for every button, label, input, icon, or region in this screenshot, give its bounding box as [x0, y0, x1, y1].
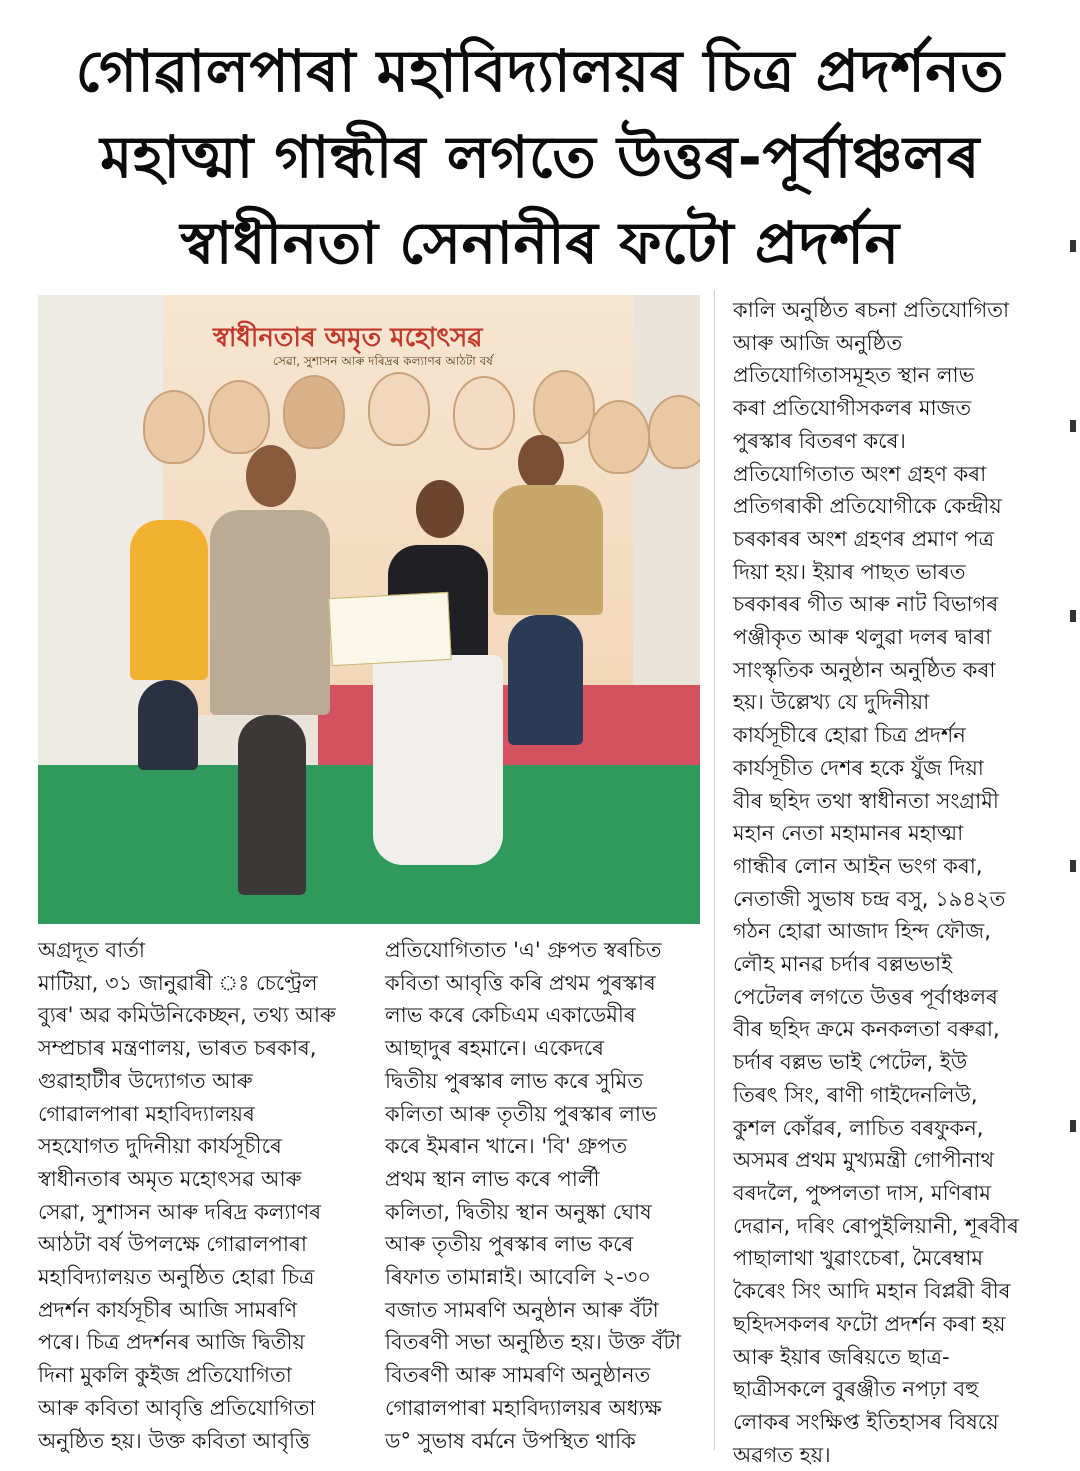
text-line: চৰকাৰৰ অংশ গ্ৰহণৰ প্ৰমাণ পত্ৰ	[733, 526, 995, 551]
text-line: পুৰস্কাৰ বিতৰণ কৰে।	[733, 428, 906, 453]
column-right	[733, 294, 1053, 1471]
byline: অগ্ৰদূত বাৰ্তা	[38, 938, 146, 962]
text-line: পাছালাথা খুৱাংচেৰা, মৈৰেম্বাম	[733, 1246, 984, 1271]
girl-head	[416, 480, 464, 538]
text-line: কাৰ্যসূচীত দেশৰ হকে যুঁজ দিয়া	[733, 755, 984, 780]
news-photo	[38, 295, 700, 924]
text-line: দ্বিতীয় পুৰস্কাৰ লাভ কৰে সুমিত	[385, 1068, 644, 1093]
text-line: গোৱালপাৰা মহাবিদ্যালয়ৰ অধ্যক্ষ	[385, 1395, 662, 1420]
text-line: আছাদুৰ ৰহমানে। একেদৰে	[385, 1036, 605, 1061]
banner-title: স্বাধীনতাৰ অমৃত মহোৎসৱ	[213, 323, 483, 353]
portrait	[143, 390, 205, 464]
banner-subtitle: সেৱা, সুশাসন আৰু দৰিদ্ৰৰ কল্যাণৰ আঠটা বৰ্ষ	[273, 354, 493, 368]
portrait	[368, 372, 430, 446]
text-line: গোৱালপাৰা মহাবিদ্যালয়ৰ	[38, 1101, 255, 1126]
man2-head	[518, 435, 564, 490]
man2-jeans	[508, 615, 583, 745]
text-line: কালি অনুষ্ঠিত ৰচনা প্ৰতিযোগিতা	[733, 298, 1010, 322]
text-line: লৌহ মানৱ চৰ্দাৰ বল্লভভাই	[733, 952, 953, 977]
text-line: কুশল কোঁৱৰ, লাচিত বৰফুকন,	[733, 1115, 984, 1140]
dateline: মাটিয়া, ৩১ জানুৱাৰী ঃ চেণ্ট্ৰেল	[38, 970, 318, 995]
text-line: দিয়া হয়। ইয়াৰ পাছত ভাৰত	[733, 559, 966, 584]
girl-dress	[373, 655, 503, 865]
text-line: মহান নেতা মহামানৰ মহাত্মা	[733, 821, 964, 846]
text-line: প্ৰতিযোগিতাসমূহত স্থান লাভ	[733, 363, 975, 388]
portrait	[208, 380, 270, 454]
text-line: কলিতা আৰু তৃতীয় পুৰস্কাৰ লাভ	[385, 1101, 657, 1126]
text-line: বৰদলৈ, পুষ্পলতা দাস, মণিৰাম	[733, 1180, 991, 1205]
text-line: কৈৰেং সিং আদি মহান বিপ্লৱী বীৰ	[733, 1279, 1011, 1304]
text-line: কলিতা, দ্বিতীয় স্থান অনুষ্কা ঘোষ	[385, 1199, 652, 1224]
text-line: আৰু তৃতীয় পুৰস্কাৰ লাভ কৰে	[385, 1232, 634, 1257]
text-line: চৰ্দাৰ বল্লভ ভাই পেটেল, ইউ	[733, 1050, 968, 1075]
text-line: সম্প্ৰচাৰ মন্ত্ৰণালয়, ভাৰত চৰকাৰ,	[38, 1036, 317, 1061]
headline	[30, 28, 1050, 286]
portrait	[588, 400, 650, 474]
text-line: ছহিদসকলৰ ফটো প্ৰদৰ্শন কৰা হয়	[733, 1311, 1006, 1336]
text-line: চৰকাৰৰ গীত আৰু নাট বিভাগৰ	[733, 592, 999, 617]
text-line: হয়। উল্লেখ্য যে দুদিনীয়া	[733, 690, 930, 715]
text-line: লোকৰ সংক্ষিপ্ত ইতিহাসৰ বিষয়ে	[733, 1409, 999, 1434]
text-line: প্ৰথম স্থান লাভ কৰে পাৰ্লী	[385, 1166, 600, 1191]
man-trousers	[238, 715, 306, 895]
text-line: পঞ্জীকৃত আৰু থলুৱা দলৰ দ্বাৰা	[733, 625, 992, 650]
man-head	[246, 445, 296, 507]
text-line: কাৰ্যসূচীৰে হোৱা চিত্ৰ প্ৰদৰ্শন	[733, 723, 966, 748]
portrait	[648, 395, 700, 469]
text-line: ৰিফাত তামান্নাই। আবেলি ২-৩০	[385, 1265, 651, 1290]
text-line: তিৰৎ সিং, ৰাণী গাইদেনলিউ,	[733, 1082, 978, 1107]
text-line: বীৰ ছহিদ তথা স্বাধীনতা সংগ্ৰামী	[733, 788, 999, 813]
column-middle	[385, 934, 710, 1457]
text-line: গুৱাহাটীৰ উদ্যোগত আৰু	[38, 1068, 253, 1093]
certificate	[328, 592, 451, 666]
text-line: বজাত সামৰণি অনুষ্ঠান আৰু বঁটা	[385, 1297, 659, 1322]
portrait	[283, 375, 345, 449]
headline-line-2: মহাত্মা গান্ধীৰ লগতে উত্তৰ-পূৰ্বাঞ্চলৰ	[100, 123, 980, 191]
text-line: সহযোগত দুদিনীয়া কাৰ্যসূচীৰে	[38, 1134, 282, 1159]
text-line: বিতৰণী সভা অনুষ্ঠিত হয়। উক্ত বঁটা	[385, 1330, 682, 1355]
text-line: নেতাজী সুভাষ চন্দ্ৰ বসু, ১৯৪২ত	[733, 886, 1006, 911]
text-line: ছাত্ৰীসকলে বুৰঞ্জীত নপঢ়া বহু	[733, 1377, 979, 1402]
portrait	[453, 376, 515, 450]
text-line: প্ৰতিযোগিতাত অংশ গ্ৰহণ কৰা	[733, 461, 987, 486]
text-line: আৰু ইয়াৰ জৰিয়তে ছাত্ৰ-	[733, 1344, 950, 1369]
text-line: অসমৰ প্ৰথম মুখ্যমন্ত্ৰী গোপীনাথ	[733, 1148, 995, 1173]
portrait	[533, 370, 595, 444]
text-line: দিনা মুকলি কুইজ প্ৰতিযোগিতা	[38, 1363, 292, 1388]
text-line: সাংস্কৃতিক অনুষ্ঠান অনুষ্ঠিত কৰা	[733, 657, 996, 682]
headline-line-3: স্বাধীনতা সেনানীৰ ফটো প্ৰদৰ্শন	[180, 209, 900, 277]
text-line: আৰু কবিতা আবৃত্তি প্ৰতিযোগিতা	[38, 1395, 316, 1420]
text-line: পেটেলৰ লগতে উত্তৰ পূৰ্বাঞ্চলৰ	[733, 984, 998, 1009]
text-line: অনুষ্ঠিত হয়। উক্ত কবিতা আবৃত্তি	[38, 1428, 310, 1453]
text-line: পৰে। চিত্ৰ প্ৰদৰ্শনৰ আজি দ্বিতীয়	[38, 1330, 305, 1355]
text-line: বীৰ ছহিদ ক্ৰমে কনকলতা বৰুৱা,	[733, 1017, 1000, 1042]
text-line: দেৱান, দৰিং ৰোপুইলিয়ানী, শূৰবীৰ	[733, 1213, 1019, 1238]
man2-jacket	[493, 485, 603, 615]
text-line: সেৱা, সুশাসন আৰু দৰিদ্ৰ কল্যাণৰ	[38, 1199, 322, 1224]
text-line: ব্যুৰ' অৱ কমিউনিকেচ্ছন, তথ্য আৰু	[38, 1003, 336, 1028]
adjacent-column-edge	[1064, 0, 1080, 1454]
man-vest	[210, 510, 330, 715]
text-line: গঠন হোৱা আজাদ হিন্দ ফৌজ,	[733, 919, 991, 944]
text-line: স্বাধীনতাৰ অমৃত মহোৎসৱ আৰু	[38, 1166, 302, 1191]
text-line: কবিতা আবৃত্তি কৰি প্ৰথম পুৰস্কাৰ	[385, 970, 656, 995]
text-line: আঠটা বৰ্ষ উপলক্ষে গোৱালপাৰা	[38, 1232, 307, 1257]
headline-line-1: গোৱালপাৰা মহাবিদ্যালয়ৰ চিত্ৰ প্ৰদৰ্শনত	[75, 37, 1005, 105]
text-line: কৰা প্ৰতিযোগীসকলৰ মাজত	[733, 396, 972, 421]
text-line: প্ৰতিগৰাকী প্ৰতিযোগীকে কেন্দ্ৰীয়	[733, 494, 1002, 519]
green-floor	[38, 765, 700, 924]
person-jeans	[138, 680, 198, 770]
text-line: বিতৰণী আৰু সামৰণি অনুষ্ঠানত	[385, 1363, 651, 1388]
text-line: মহাবিদ্যালয়ত অনুষ্ঠিত হোৱা চিত্ৰ	[38, 1265, 315, 1290]
text-line: প্ৰতিযোগিতাত 'এ' গ্ৰুপত স্বৰচিত	[385, 938, 662, 962]
text-line: কৰে ইমৰান খানে। 'বি' গ্ৰুপত	[385, 1134, 628, 1159]
text-line: আৰু আজি অনুষ্ঠিত	[733, 330, 903, 355]
column-divider	[714, 290, 715, 1450]
text-line: প্ৰদৰ্শন কাৰ্যসূচীৰ আজি সামৰণি	[38, 1297, 298, 1322]
text-line: ড° সুভাষ বৰ্মনে উপস্থিত থাকি	[385, 1428, 636, 1453]
text-line: গান্ধীৰ লোন আইন ভংগ কৰা,	[733, 853, 983, 878]
text-line: অৱগত হয়।	[733, 1442, 831, 1467]
column-left	[38, 934, 363, 1457]
person-yellow-shirt	[130, 520, 208, 680]
text-line: লাভ কৰে কেচিএম একাডেমীৰ	[385, 1003, 636, 1028]
